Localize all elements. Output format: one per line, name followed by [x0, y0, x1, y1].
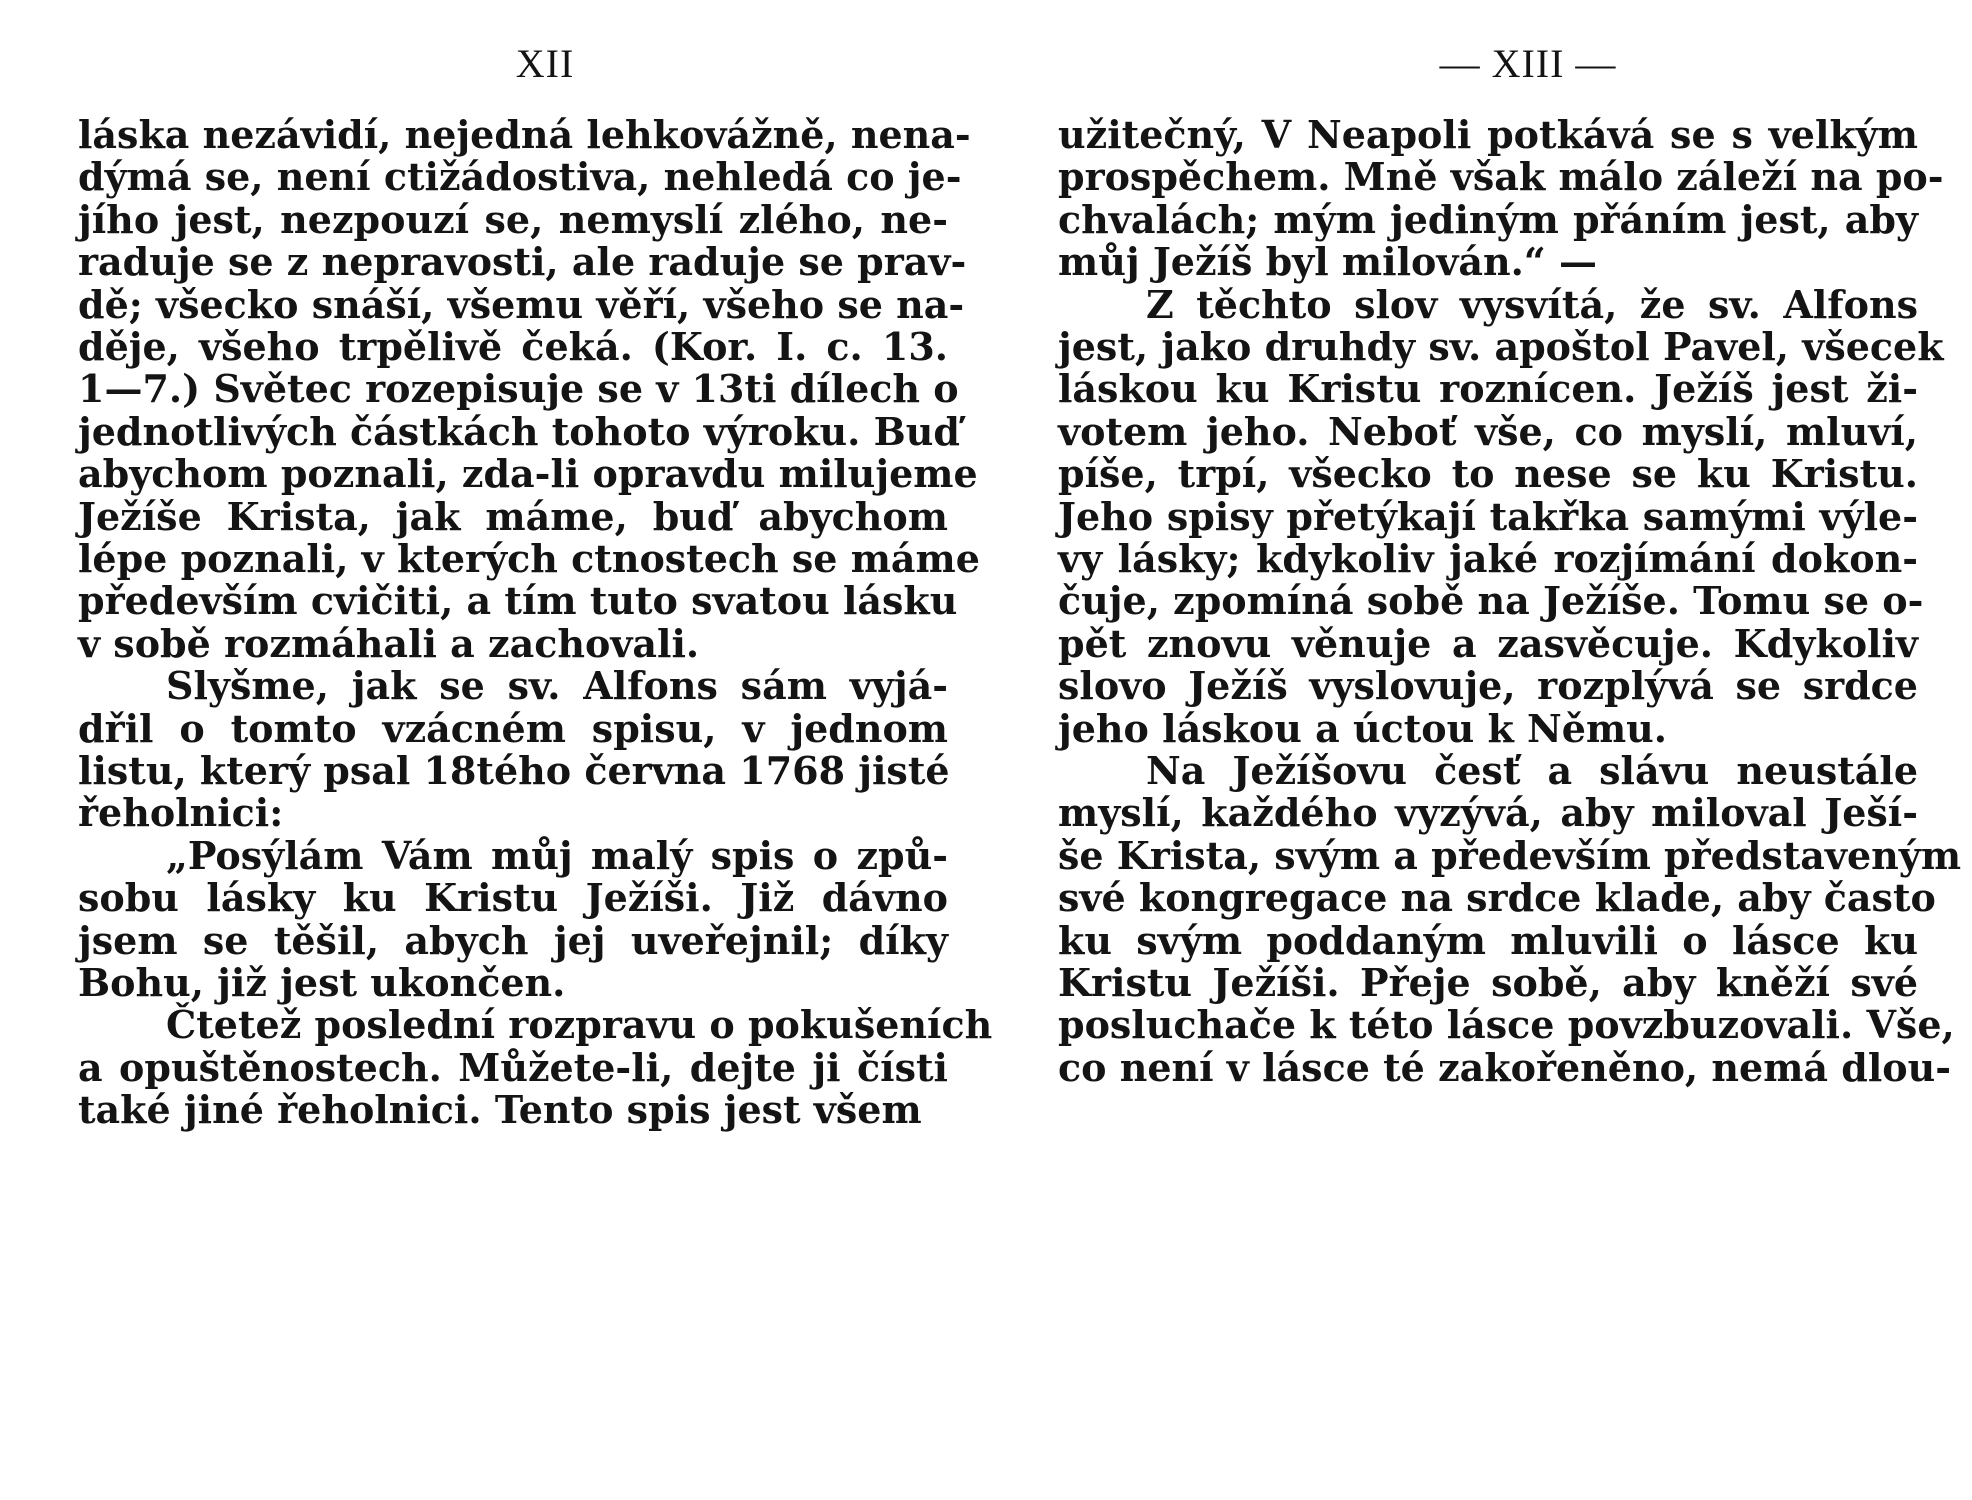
text-line: také jiné řeholnici. Tento spis jest všem [78, 1087, 922, 1133]
text-line: dřil o tomto vzácném spisu, v jednom [78, 705, 948, 751]
text-line: listu, který psal 18tého června 1768 jisté [78, 748, 950, 793]
text-line: své kongregace na srdce klade, aby často [1058, 875, 1936, 921]
text-line: lépe poznali, v kterých ctnostech se máme [78, 536, 980, 581]
text-line: abychom poznali, zda-li opravdu milujeme [78, 451, 978, 497]
text-line: děje, všeho trpělivě čeká. (Kor. I. c. 13. [78, 324, 948, 369]
text-line: chvalách; mým jediným přáním jest, aby [1058, 196, 1918, 242]
text-line: především cvičiti, a tím tuto svatou lásku [78, 578, 958, 624]
text-line: Bohu, již jest ukončen. [78, 960, 566, 1005]
left-page [78, 0, 993, 1500]
text-line: Jeho spisy přetýkají takřka samými výle- [1058, 493, 1918, 539]
text-line: jeho láskou a úctou k Němu. [1058, 705, 1668, 751]
page-number-left: XII [515, 41, 575, 86]
text-line: raduje se z nepravosti, ale raduje se prav- [78, 239, 967, 285]
text-line: posluchače k této lásce povzbuzovali. Vše, [1058, 1002, 1955, 1048]
text-line: jest, jako druhdy sv. apoštol Pavel, všecek [1058, 324, 1944, 369]
text-line: sobu lásky ku Kristu Ježíši. Již dávno [78, 875, 948, 921]
text-line: čuje, zpomíná sobě na Ježíše. Tomu se o- [1058, 578, 1924, 624]
text-line: užitečný, V Neapoli potkává se s velkým [1058, 112, 1918, 157]
text-line: prospěchem. Mně však málo záleží na po- [1058, 154, 1944, 200]
text-line: jsem se těšil, abych jej uveřejnil; díky [78, 917, 948, 963]
text-line: v sobě rozmáhali a zachovali. [78, 620, 700, 666]
text-line: Kristu Ježíši. Přeje sobě, aby kněží své [1058, 960, 1918, 1005]
text-line: píše, trpí, všecko to nese se ku Kristu. [1058, 451, 1918, 497]
text-line: Ježíše Krista, jak máme, buď abychom [78, 493, 948, 539]
text-line: dýmá se, není ctižádostiva, nehledá co je- [78, 154, 962, 200]
text-line: jího jest, nezpouzí se, nemyslí zlého, ne- [78, 196, 948, 242]
text-line: Z těchto slov vysvítá, že sv. Alfons [1146, 281, 1918, 327]
text-line: ku svým poddaným mluvili o lásce ku [1058, 917, 1918, 963]
text-line: co není v lásce té zakořeněno, nemá dlou- [1058, 1044, 1951, 1090]
text-line: myslí, každého vyzývá, aby miloval Ješí- [1058, 790, 1918, 836]
text-line: 1—7.) Světec rozepisuje se v 13ti dílech o [78, 366, 959, 412]
right-page [1058, 0, 1962, 1500]
text-line: řeholnici: [78, 790, 284, 836]
text-line: slovo Ježíš vyslovuje, rozplývá se srdce [1058, 663, 1918, 709]
text-line: „Posýlám Vám můj malý spis o způ- [166, 832, 948, 878]
text-line: jednotlivých částkách tohoto výroku. Buď [78, 408, 960, 454]
text-line: a opuštěnostech. Můžete-li, dejte ji čísti [78, 1044, 948, 1090]
text-line: Slyšme, jak se sv. Alfons sám vyjá- [166, 663, 948, 709]
text-line: votem jeho. Neboť vše, co myslí, mluví, [1058, 408, 1918, 454]
page-number-right: — XIII — [1439, 41, 1617, 86]
text-line: vy lásky; kdykoliv jaké rozjímání dokon- [1058, 536, 1918, 581]
text-line: Čtetež poslední rozpravu o pokušeních [166, 1002, 993, 1048]
text-line: můj Ježíš byl milován.“ — [1058, 239, 1597, 285]
text-line: Na Ježíšovu česť a slávu neustále [1146, 748, 1918, 793]
text-line: pět znovu věnuje a zasvěcuje. Kdykoliv [1058, 620, 1918, 666]
text-line: láska nezávidí, nejedná lehkovážně, nena- [78, 112, 971, 157]
text-line: še Krista, svým a především představeným [1058, 832, 1962, 878]
text-line: dě; všecko snáší, všemu věří, všeho se na- [78, 281, 965, 327]
text-line: láskou ku Kristu roznícen. Ježíš jest ži- [1058, 366, 1918, 412]
